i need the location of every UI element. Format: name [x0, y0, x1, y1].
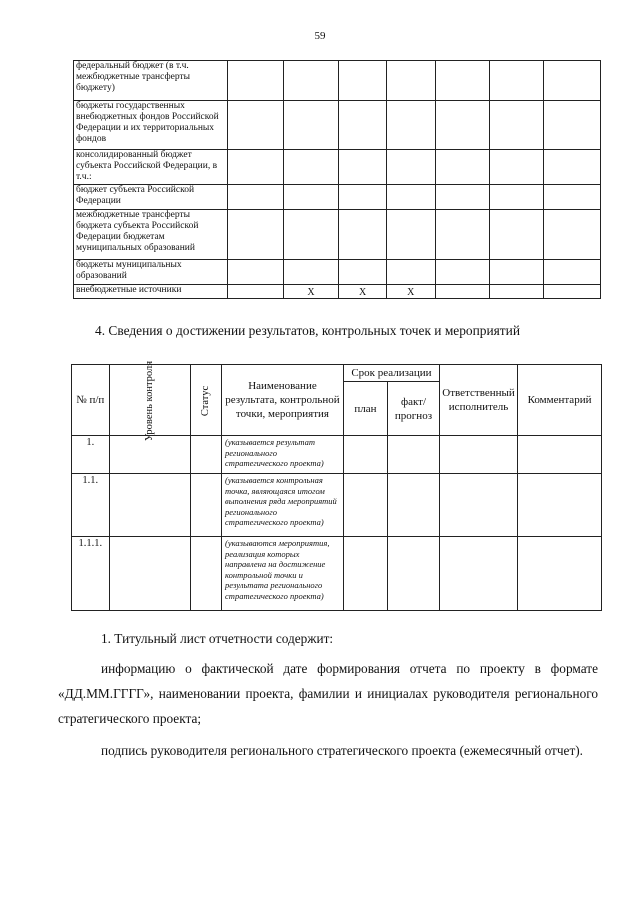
budget-cell: Х — [386, 285, 435, 299]
budget-cell — [339, 101, 387, 150]
table-row — [74, 101, 601, 150]
budget-cell — [386, 61, 435, 101]
budget-cell — [386, 185, 435, 210]
budget-cell — [339, 150, 387, 185]
budget-cell — [283, 61, 339, 101]
paragraph-signature: подпись руководителя регионального стратегического проекта (ежемесячный отчет). — [101, 743, 584, 758]
budget-cell — [228, 285, 283, 299]
budget-cell — [386, 150, 435, 185]
budget-cell — [490, 210, 544, 260]
budget-cell — [490, 185, 544, 210]
budget-cell — [228, 61, 283, 101]
results-table — [71, 360, 602, 611]
budget-cell — [544, 210, 601, 260]
row-name: (указывается результат регионального стратегического проекта) — [222, 436, 344, 474]
header-fact: факт/ прогноз — [387, 382, 439, 436]
budget-cell — [283, 150, 339, 185]
table-row — [74, 210, 601, 260]
budget-cell — [490, 260, 544, 285]
row-name: (указывается контрольная точка, являющаяся итогом выполнения ряда мероприятий регионального стратегического проекта) — [222, 474, 344, 537]
table-row — [74, 150, 601, 185]
budget-cell — [386, 210, 435, 260]
row-num: 1.1. — [72, 474, 110, 537]
budget-cell — [544, 150, 601, 185]
budget-cell — [283, 260, 339, 285]
budget-cell — [339, 185, 387, 210]
budget-cell — [490, 101, 544, 150]
budget-cell — [228, 210, 283, 260]
header-comment: Комментарий — [518, 365, 602, 436]
paragraph-info: информацию о фактической дате формирования отчета по проекту в формате «ДД.ММ.ГГГГ», наименовании проекта, фамилии и инициалах руководителя регионального стратегического проекта; — [58, 661, 598, 726]
budget-row-label: внебюджетные источники — [74, 285, 228, 299]
row-num: 1. — [72, 436, 110, 474]
budget-cell — [283, 185, 339, 210]
budget-row-label: межбюджетные трансферты бюджета субъекта Российской Федерации бюджетам муниципальных образований — [74, 210, 228, 260]
budget-table — [73, 60, 601, 299]
budget-cell — [435, 260, 489, 285]
budget-row-label: консолидированный бюджет субъекта Российской Федерации, в т.ч.: — [74, 150, 228, 185]
budget-cell — [386, 260, 435, 285]
header-plan: план — [343, 382, 387, 436]
header-name: Наименование результата, контрольной точки, мероприятия — [222, 365, 344, 436]
budget-row-label: бюджеты муниципальных образований — [74, 260, 228, 285]
header-period: Срок реализации — [343, 365, 439, 382]
header-responsible: Ответственный исполнитель — [440, 365, 518, 436]
row-name: (указываются мероприятия, реализация которых направлена на достижение контрольной точки и результата регионального стратегического проекта) — [222, 537, 344, 611]
section-heading: 4. Сведения о достижении результатов, контрольных точек и мероприятий — [95, 323, 520, 338]
budget-row-label: бюджеты государственных внебюджетных фондов Российской Федерации и их территориальных фондов — [74, 101, 228, 150]
header-status: Статус — [190, 365, 221, 436]
budget-cell: Х — [283, 285, 339, 299]
table-row — [72, 436, 602, 474]
budget-cell — [490, 285, 544, 299]
budget-cell — [339, 260, 387, 285]
page-number: 59 — [314, 30, 326, 42]
budget-cell — [386, 101, 435, 150]
budget-cell — [228, 185, 283, 210]
header-num: № п/п — [72, 365, 110, 436]
budget-cell — [544, 61, 601, 101]
table-row — [74, 260, 601, 285]
table-row — [72, 474, 602, 537]
budget-cell — [544, 185, 601, 210]
budget-cell — [435, 101, 489, 150]
budget-cell — [339, 210, 387, 260]
budget-cell — [490, 150, 544, 185]
budget-cell — [339, 61, 387, 101]
table-row — [72, 537, 602, 611]
budget-cell — [228, 150, 283, 185]
budget-cell — [283, 101, 339, 150]
budget-cell — [228, 260, 283, 285]
budget-cell — [435, 185, 489, 210]
header-level: Уровень контроля — [109, 365, 190, 436]
table-row — [74, 185, 601, 210]
budget-row-label: федеральный бюджет (в т.ч. межбюджетные трансферты бюджету) — [74, 61, 228, 101]
budget-cell — [544, 101, 601, 150]
table-row — [74, 285, 601, 299]
budget-cell — [490, 61, 544, 101]
paragraph-title-sheet: 1. Титульный лист отчетности содержит: — [101, 631, 334, 646]
row-num: 1.1.1. — [72, 537, 110, 611]
budget-cell — [435, 210, 489, 260]
budget-cell — [228, 101, 283, 150]
table-row — [74, 61, 601, 101]
budget-cell — [544, 260, 601, 285]
budget-cell — [435, 61, 489, 101]
budget-row-label: бюджет субъекта Российской Федерации — [74, 185, 228, 210]
budget-cell: Х — [339, 285, 387, 299]
budget-cell — [435, 150, 489, 185]
budget-cell — [283, 210, 339, 260]
budget-cell — [544, 285, 601, 299]
budget-cell — [435, 285, 489, 299]
